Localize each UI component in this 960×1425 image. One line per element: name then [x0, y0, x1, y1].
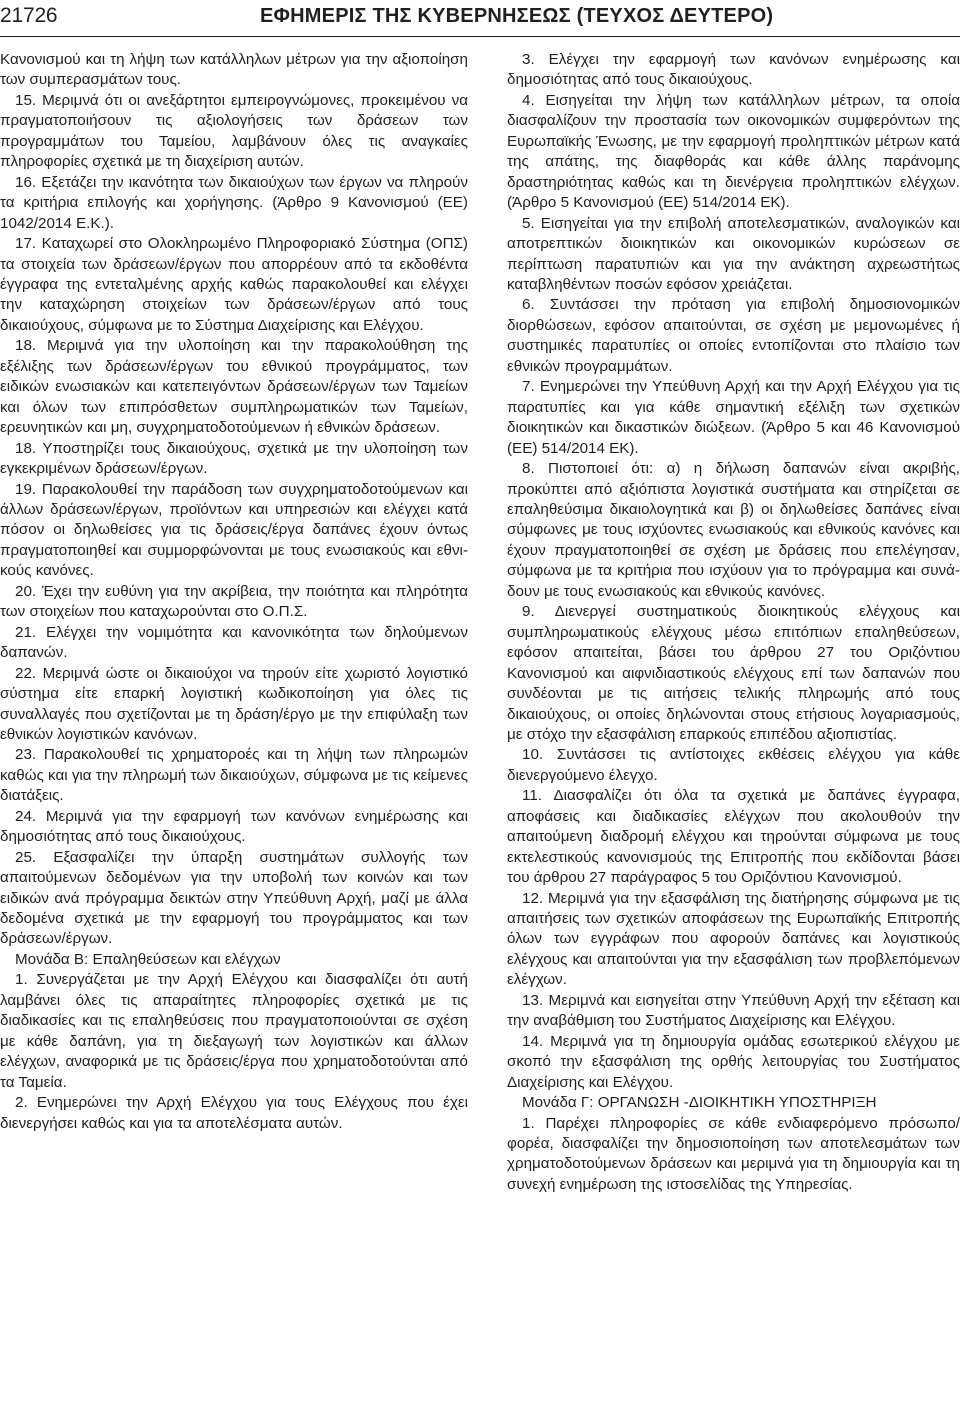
paragraph-unit-b-item-11: 11. Διασφαλίζει ότι όλα τα σχετικά με δαπάνες έγγραφα, αποφάσεις και διαδικασίες ελέγχων που ακολουθούν την απαιτούμενη διαδρομή ελέγχου και τηρούνται σύμφωνα με τους εκτελεστικούς κανονισμούς της Επιτροπής που εκδίδονται βάσει του άρθρου 27 παράγραφος 5 του Οριζόντιου Κανονισμού. — [507, 787, 960, 887]
paragraph-unit-b-item-12: 12. Μεριμνά για την εξασφάλιση της διατήρησης σύμφωνα με τις απαιτήσεις των σχετικών αποφάσεων της Ευρωπαϊκής Επιτροπής όλων των εγγράφων που αφορούν δαπάνες και λογιστικούς ελέγχους και απαιτούνται για την εξασφάλιση των προβλεπόμενων ελέγχων. — [507, 889, 960, 989]
paragraph-item-21: 21. Ελέγχει την νομιμότητα και κανονικότητα των δηλούμενων δαπανών. — [0, 623, 468, 662]
paragraph-unit-b-item-14: 14. Μεριμνά για τη δημιουργία ομάδας εσωτερικού ελέγχου με σκοπό την εξασφάλιση της ορθής λειτουργίας του Συστήματος Διαχείρισης και Ελέγχου. — [507, 1032, 960, 1091]
paragraph-continuation: Κανονισμού και τη λήψη των κατάλληλων μέτρων για την αξιοποίηση των συμπερασμάτων τους. — [0, 51, 468, 89]
paragraph-unit-b-item-7: 7. Ενημερώνει την Υπεύθυνη Αρχή και την Αρχή Ελέγχου για τις παρατυπίες και για κάθε σημαντική εξέλιξη των σχετικών διοικητικών και δικαστικών διώξεων. (Άρθρο 5 και 46 Κανονισμού (ΕΕ) 514/2014 ΕΚ). — [507, 378, 960, 457]
page-header — [0, 0, 960, 38]
paragraph-unit-b-item-5: 5. Εισηγείται για την επιβολή αποτελεσματικών, αναλογικών και αποτρεπτικών διοικητικών και οικονομικών κυρώσεων σε περίπτωση παρατυπιών και για την ανάκτηση αχρεωστήτως καταβληθέντων ποσών εφόσον χρειάζεται. — [507, 214, 960, 293]
paragraph-unit-b-item-1: 1. Συνεργάζεται με την Αρχή Ελέγχου και διασφαλίζει ότι αυτή λαμβάνει όλες τις απαραίτητες πληροφορίες σχετικά με τις διαδικασίες και τις επαληθεύσεις που πραγματοποιούνται σε σχέση με κάθε δαπάνη, για τη διεξαγωγή των λογιστικών και άλλων ελέγχων, αναφορικά με τις δράσεις/έργα που χρηματοδοτούνται από τα Ταμεία. — [0, 971, 468, 1091]
paragraph-item-17: 17. Καταχωρεί στο Ολοκληρωμένο Πληροφοριακό Σύστημα (ΟΠΣ) τα στοιχεία των δράσεων/έργων που απορρέουν από τα εκδοθέντα έγγραφα της εντεταλμένης αρχής καθώς παρακολουθεί και ελέγχει την καταχώρηση στοιχείων των δράσεων/έργων από τους δικαιούχους, σύμφωνα με το Σύστημα Διαχείρισης και Ελέγχου. — [0, 235, 468, 334]
paragraph-item-18a: 18. Μεριμνά για την υλοποίηση και την παρακολούθηση της εξέλιξης των δράσεων/έργων του εθνικού προγράμματος, των ειδικών ενωσιακών και κατεπειγόντων δράσεων/έργων των Ταμείων και όλων των επιπρόσθετων συμπληρωματικών των Ταμείων, ερευνητικών και μη, συγχρηματοδοτούμενων ή εθνικών δράσεων. — [0, 337, 468, 437]
gazette-title: ΕΦΗΜΕΡΙΣ ΤΗΣ ΚΥΒΕΡΝΗΣΕΩΣ (ΤΕΥΧΟΣ ΔΕΥΤΕΡΟ) — [260, 5, 774, 27]
paragraph-unit-b-item-8: 8. Πιστοποιεί ότι: α) η δήλωση δαπανών είναι ακριβής, προκύπτει από αξιόπιστα λογιστικά συστήματα και στηρίζεται σε επαληθεύσιμα δικαιολογητικά και β) οι δηλωθείσες δαπάνες είναι σύμφωνες με τους ισχύοντες ενωσιακούς και εθνικούς κανόνες και έχουν πραγματοποιηθεί σε σχέση με δράσεις που επελέγησαν, σύμφωνα με τα κριτήρια που ισχύουν για το πρόγραμμα και συνάδουν με τους ενωσιακούς και εθνικούς κανόνες. — [507, 460, 960, 600]
paragraph-item-22: 22. Μεριμνά ώστε οι δικαιούχοι να τηρούν είτε χωριστό λογιστικό σύστημα είτε επαρκή λογιστική κωδικοποίηση για όλες τις συναλλαγές που σχετίζονται με τη δράση/έργο με την επιφύλαξη των εθνικών λογιστικών κανόνων. — [0, 664, 468, 743]
paragraph-item-24: 24. Μεριμνά για την εφαρμογή των κανόνων ενημέρωσης και δημοσιότητας από τους δικαιούχους. — [0, 807, 468, 846]
paragraph-unit-b-item-9: 9. Διενεργεί συστηματικούς διοικητικούς ελέγχους και συμπληρωματικούς ελέγχους μέσω επιτόπιων επαληθεύσεων, εφόσον απαιτείται, βάσει του άρθρου 27 του Οριζόντιου Κανονισμού και αιφνιδιαστικούς ελέγχους επί των δαπανών που συνδέονται με τις αιτήσεις τελικής πληρωμής από τους δικαιούχους, οι οποίες δηλώνονται στους ετήσιους λογαριασμούς, με στόχο την εξασφάλιση επαρκούς επιπέδου αξιοπιστίας. — [507, 603, 960, 743]
paragraph-unit-b-item-2: 2. Ενημερώνει την Αρχή Ελέγχου για τους Ελέγχους που έχει διενεργήσει καθώς και για τα αποτελέσματα αυτών. — [0, 1094, 468, 1132]
paragraph-item-16: 16. Εξετάζει την ικανότητα των δικαιούχων των έργων να πληρούν τα κριτήρια επιλογής και χορήγησης. (Άρθρο 9 Κανονισμού (ΕΕ) 1042/2014 Ε.Κ.). — [0, 173, 468, 232]
paragraph-unit-b-item-13: 13. Μεριμνά και εισηγείται στην Υπεύθυνη Αρχή την εξέταση και την αναβάθμιση του Συστήματος Διαχείρισης και Ελέγχου. — [507, 991, 960, 1030]
paragraph-item-23: 23. Παρακολουθεί τις χρηματοροές και τη λήψη των πληρωμών καθώς και για την πληρωμή των δικαιούχων, σύμφωνα με τις κείμενες διατάξεις. — [0, 746, 468, 805]
paragraph-unit-b-item-6: 6. Συντάσσει την πρόταση για επιβολή δημοσιονομικών διορθώσεων, εφόσον απαιτούνται, σε σχέση με μεμονωμένες ή συστημικές παρατυπίες οι οποίες εντοπίζονται στο πλαίσιο των εθνικών προγραμμάτων. — [507, 296, 960, 375]
header-divider — [0, 36, 960, 37]
paragraph-item-15: 15. Μεριμνά ότι οι ανεξάρτητοι εμπειρογνώμονες, προκειμένου να πραγματοποιήσουν τις αξιολογήσεις των δράσεων των προγραμμάτων του Ταμείου, λαμβάνουν όλες τις αναγκαίες πληροφορίες σχετικά με τη διαχείριση αυτών. — [0, 91, 468, 171]
paragraph-unit-b-item-4: 4. Εισηγείται την λήψη των κατάλληλων μέτρων, τα οποία διασφαλίζουν την προστασία των οικονομικών συμφερόντων της Ευρωπαϊκής Ένωσης, με την εφαρμογή προληπτικών μέτρων κατά της απάτης, της διαφθοράς και κάθε άλλης παράνομης δραστηριότητας καθώς και τη διενέργεια προληπτικών ελέγχων. (Άρθρο 5 Κανονισμού (ΕΕ) 514/2014 ΕΚ). — [507, 91, 960, 212]
left-column — [0, 50, 468, 1420]
section-heading-unit-c: Μονάδα Γ: ΟΡΓΑΝΩΣΗ -ΔΙΟΙΚΗΤΙΚΗ ΥΠΟΣΤΗΡΙΞΗ — [522, 1094, 877, 1112]
paragraph-item-19: 19. Παρακολουθεί την παράδοση των συγχρηματοδοτούμενων και άλλων δράσεων/έργων, προϊόντων και υπηρεσιών και ελέγχει κατά πόσον οι δηλωθείσες για τις δράσεις/έργα δαπάνες έχουν όντως πραγματοποιηθεί και συμμορφώνονται με τους ενωσιακούς και εθνικούς κανόνες. — [0, 480, 468, 580]
paragraph-item-20: 20. Έχει την ευθύνη για την ακρίβεια, την ποιότητα και πληρότητα των στοιχείων που καταχωρούνται στο Ο.Π.Σ. — [0, 582, 468, 621]
page-number: 21726 — [0, 4, 58, 27]
right-column — [507, 50, 960, 1420]
section-heading-unit-b: Μονάδα Β: Επαληθεύσεων και ελέγχων — [15, 950, 281, 968]
paragraph-item-18b: 18. Υποστηρίζει τους δικαιούχους, σχετικά με την υλοποίηση των εγκεκριμένων δράσεων/έργων. — [0, 439, 468, 478]
paragraph-item-25: 25. Εξασφαλίζει την ύπαρξη συστημάτων συλλογής των απαιτούμενων δεδομένων για την υποβολή των κοινών και των ειδικών ανά πρόγραμμα δεικτών στην Υπεύθυνη Αρχή, μαζί με άλλα δεδομένα σχετικά με την εφαρμογή του προγράμματος και των δράσεων/έργων. — [0, 848, 468, 948]
paragraph-unit-b-item-3: 3. Ελέγχει την εφαρμογή των κανόνων ενημέρωσης και δημοσιότητας από τους δικαιούχους. — [507, 51, 960, 89]
paragraph-unit-c-item-1: 1. Παρέχει πληροφορίες σε κάθε ενδιαφερόμενο πρόσωπο/φορέα, διασφαλίζει την δημοσιοποίηση των αποτελεσμάτων των χρηματοδοτούμενων δράσεων και μεριμνά για τη δημιουργία και τη συνεχή ενημέρωση της ιστοσελίδας της Υπηρεσίας. — [507, 1114, 960, 1193]
paragraph-unit-b-item-10: 10. Συντάσσει τις αντίστοιχες εκθέσεις ελέγχου για κάθε διενεργούμενο έλεγχο. — [507, 746, 960, 784]
